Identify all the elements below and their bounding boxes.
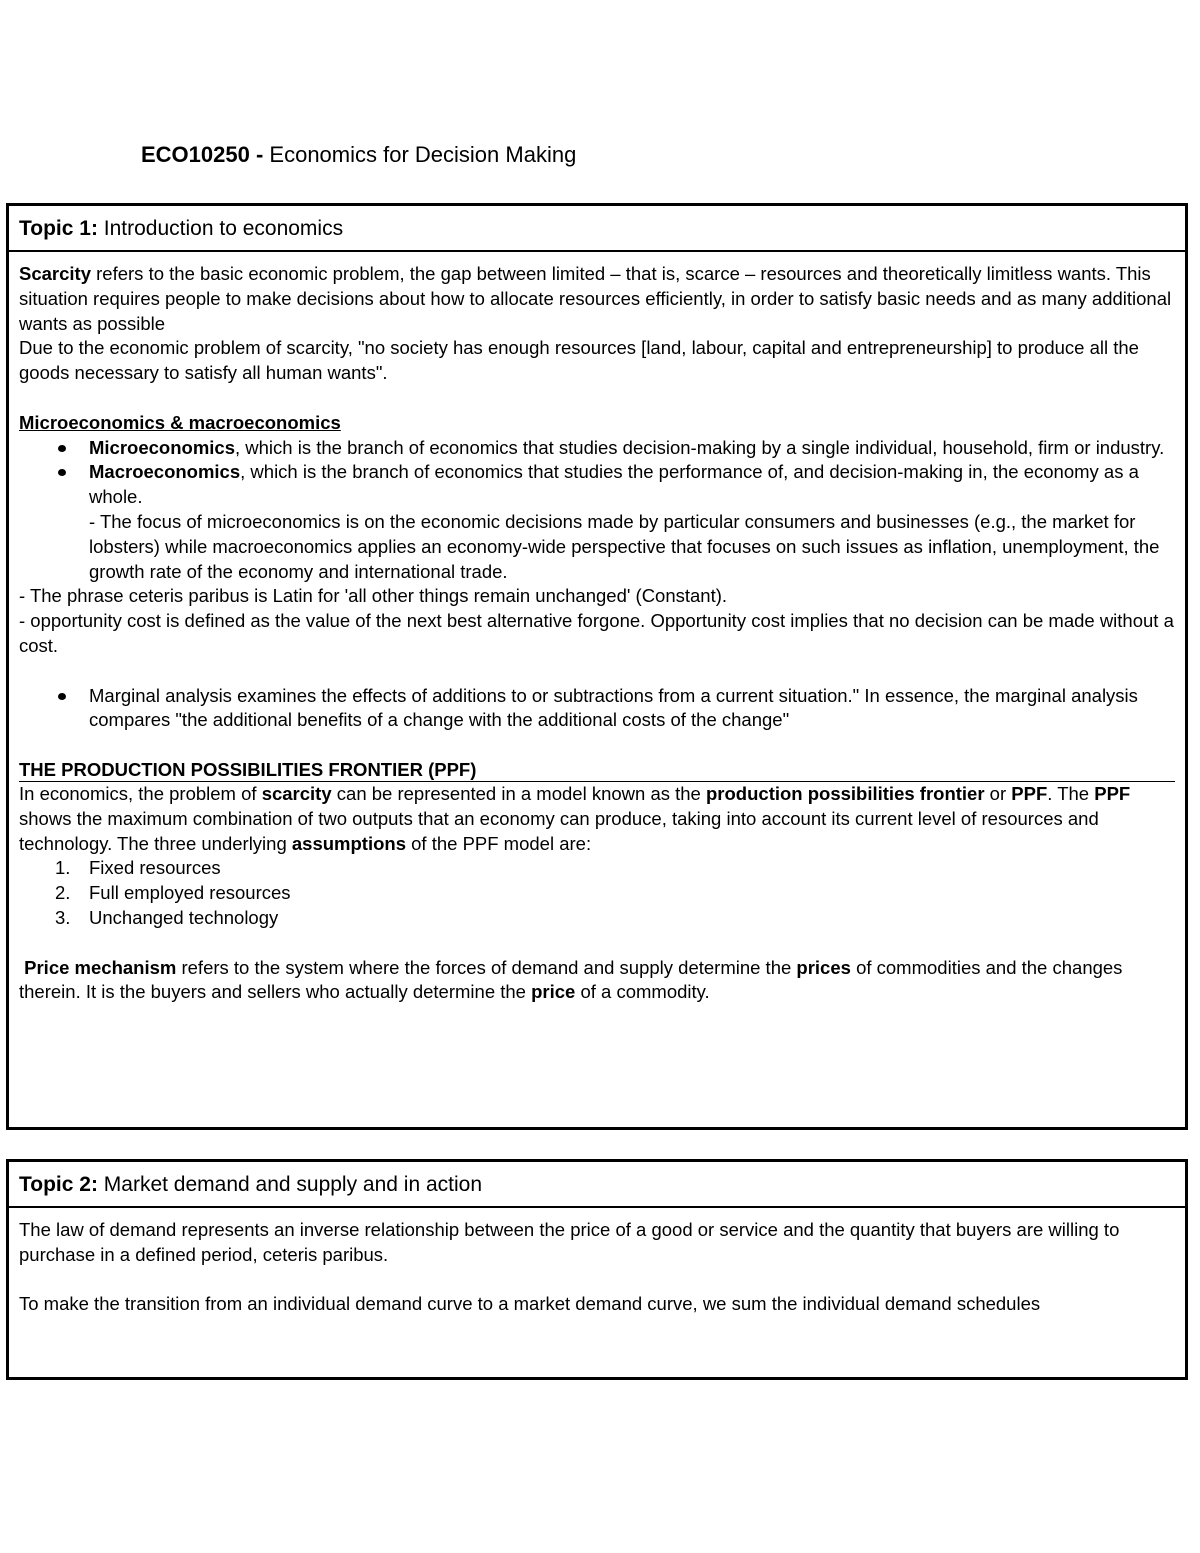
list-item-microeconomics (89, 436, 1175, 461)
ceteris-paribus-line: - The phrase ceteris paribus is Latin for 'all other things remain unchanged' (Constant). (19, 585, 728, 607)
law-of-demand-paragraph: The law of demand represents an inverse relationship between the price of a good or service and the quantity that buyers are willing to purchase in a defined period, ceteris paribus. (19, 1219, 1120, 1265)
ppf-heading: THE PRODUCTION POSSIBILITIES FRONTIER (PPF) (19, 758, 1175, 782)
topic-1-body (9, 252, 1185, 1005)
list-item: 1. Fixed resources (55, 857, 221, 879)
micro-text: , which is the branch of economics that studies decision-making by a single individual, household, firm or industry. (235, 436, 1165, 458)
marginal-list (19, 684, 1175, 734)
topic-1-label: Topic 1: (19, 217, 98, 240)
list-item-marginal-analysis: Marginal analysis examines the effects of additions to or subtractions from a current situation." In essence, the marginal analysis compares "the additional benefits of a change with the additional costs of the change" (89, 684, 1175, 734)
document-title (141, 140, 576, 170)
scarcity-text: refers to the basic economic problem, the gap between limited – that is, scarce – resources and theoretically limitless wants. This situation requires people to make decisions about how to allocate resources efficiently, in order to satisfy basic needs and as many additional wants as possible (19, 263, 1172, 334)
topic-1-name: Introduction to economics (97, 217, 344, 240)
course-code: ECO10250 - (141, 142, 264, 167)
scarcity-quote-paragraph: Due to the economic problem of scarcity, "no society has enough resources [land, labour, capital and entrepreneurship] to produce all the goods necessary to satisfy all human wants". (19, 337, 1139, 384)
topic-2-label: Topic 2: (19, 1173, 98, 1196)
opportunity-cost-line: - opportunity cost is defined as the value of the next best alternative forgone. Opportunity cost implies that no decision can be made without a cost. (19, 610, 1174, 656)
price-mechanism-paragraph: Price mechanism refers to the system where the forces of demand and supply determine the prices of commodities and the changes therein. It is the buyers and sellers who actually determine the price of a commodity. (19, 956, 1123, 1003)
macro-term: Macroeconomics (89, 461, 241, 483)
list-item: 2. Full employed resources (55, 882, 291, 904)
topic-2-body (9, 1208, 1185, 1317)
focus-text: - The focus of microeconomics is on the economic decisions made by particular consumers and businesses (e.g., the market for lobsters) while macroeconomics applies an economy-wide perspective that focuses on such issues as inflation, unemployment, the growth rate of the economy and international trade. (89, 510, 1160, 582)
topic-2-box (6, 1159, 1188, 1380)
micro-macro-list (19, 436, 1175, 585)
micro-macro-heading: Microeconomics & macroeconomics (19, 411, 341, 433)
list-item-macroeconomics (89, 460, 1175, 584)
scarcity-term: Scarcity (19, 263, 91, 284)
course-name: Economics for Decision Making (263, 142, 577, 167)
assumptions-list (19, 856, 1175, 930)
topic-1-box (6, 203, 1188, 1130)
scarcity-paragraph (19, 262, 1175, 336)
micro-term: Microeconomics (89, 436, 235, 458)
topic-1-header (9, 206, 1185, 252)
topic-2-header (9, 1162, 1185, 1208)
market-demand-paragraph: To make the transition from an individual demand curve to a market demand curve, we sum the individual demand schedules (19, 1293, 1041, 1315)
macro-text: , which is the branch of economics that studies the performance of, and decision-making in, the economy as a whole. (89, 461, 1139, 508)
ppf-paragraph: In economics, the problem of scarcity can be represented in a model known as the production possibilities frontier or PPF. The PPF shows the maximum combination of two outputs that an economy can produce, taking into account its current level of resources and technology. The three underlying assumptions of the PPF model are: (19, 782, 1131, 854)
topic-2-name: Market demand and supply and in action (97, 1173, 483, 1196)
list-item: 3. Unchanged technology (55, 906, 279, 928)
